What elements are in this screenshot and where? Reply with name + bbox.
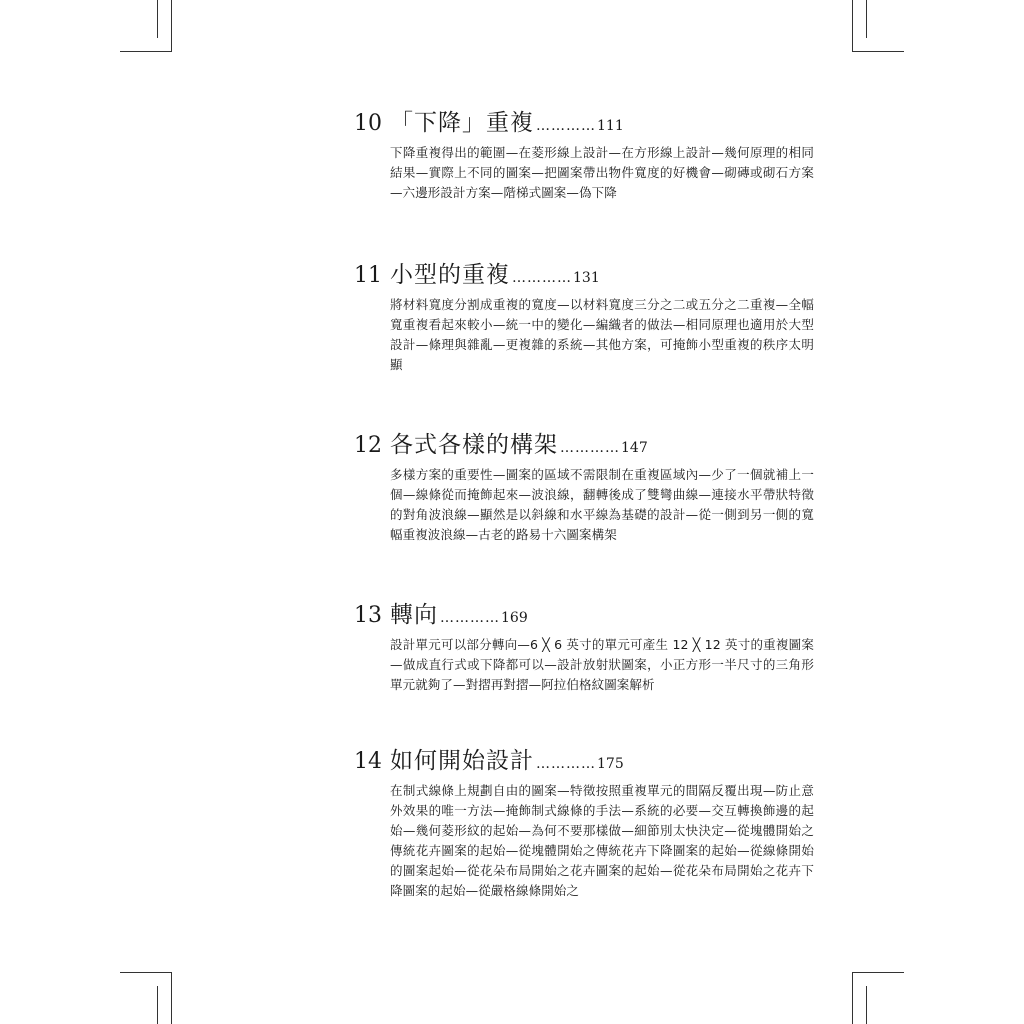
chapter-entry-12 [354,426,814,545]
leader-dots: ………… [536,118,596,134]
crop-mark-top-left-horizontal [120,51,172,52]
chapter-entry-13 [354,596,814,695]
chapter-heading [354,426,814,459]
crop-mark-top-right-vertical [852,0,853,52]
page-number: 131 [573,270,600,286]
chapter-number: 12 [354,433,382,458]
page-number: 175 [597,756,624,772]
chapter-title: 如何開始設計 [390,748,534,774]
chapter-entry-11 [354,256,814,375]
crop-mark-top-left-inner [157,0,158,38]
leader-dots: ………… [560,440,620,456]
chapter-summary: 下降重複得出的範圍—在菱形線上設計—在方形線上設計—幾何原理的相同結果—實際上不同的圖案—把圖案帶出物件寬度的好機會—砌磚或砌石方案—六邊形設計方案—階梯式圖案—偽下降 [390,145,814,200]
chapter-entry-10 [354,104,814,203]
leader-dots: ………… [536,756,596,772]
page-number: 147 [621,440,648,456]
leader-dots: ………… [512,270,572,286]
chapter-summary: 多樣方案的重要性—圖案的區域不需限制在重複區域內—少了一個就補上一個—線條從而掩飾起來—波浪線，翻轉後成了雙彎曲線—連接水平帶狀特徵的對角波浪線—顯然是以斜線和水平線為基礎的設計—從一側到另一側的寬幅重複波浪線—古老的路易十六圖案構架 [390,467,814,542]
page-number: 169 [501,610,528,626]
chapter-number: 13 [354,603,382,628]
crop-mark-bottom-left-horizontal [120,972,172,973]
chapter-title: 小型的重複 [390,262,510,288]
crop-mark-bottom-left-inner [157,986,158,1024]
chapter-number: 11 [354,263,382,288]
chapter-title: 「下降」重複 [390,110,534,136]
leader-dots: ………… [440,610,500,626]
chapter-number: 14 [354,749,382,774]
page-number: 111 [597,118,624,134]
chapter-number: 10 [354,111,382,136]
chapter-summary: 在制式線條上規劃自由的圖案—特徵按照重複單元的間隔反覆出現—防止意外效果的唯一方法—掩飾制式線條的手法—系統的必要—交互轉換飾邊的起始—幾何菱形紋的起始—為何不要那樣做—細節別太快決定—從塊體開始之傳統花卉圖案的起始—從塊體開始之傳統花卉下降圖案的起始—從線條開始的圖案起始—從花朵布局開始之花卉圖案的起始—從花朵布局開始之花卉下降圖案的起始—從嚴格線條開始之 [390,783,814,898]
chapter-summary: 設計單元可以部分轉向—6 ╳ 6 英寸的單元可產生 12 ╳ 12 英寸的重複圖案—做成直行式或下降都可以—設計放射狀圖案，小正方形一半尺寸的三角形單元就夠了—對摺再對摺—阿拉伯格紋圖案解析 [390,637,814,692]
crop-mark-bottom-right-inner [866,986,867,1024]
crop-mark-top-left-vertical [171,0,172,52]
chapter-summary: 將材料寬度分割成重複的寬度—以材料寬度三分之二或五分之二重複—全幅寬重複看起來較小—統一中的變化—編織者的做法—相同原理也適用於大型設計—條理與雜亂—更複雜的系統—其他方案，可掩飾小型重複的秩序太明顯 [390,297,814,372]
chapter-heading [354,104,814,137]
chapter-entry-14 [354,742,814,901]
chapter-title: 轉向 [390,602,438,628]
crop-mark-bottom-left-vertical [171,972,172,1024]
crop-mark-bottom-right-vertical [852,972,853,1024]
chapter-heading [354,742,814,775]
crop-mark-bottom-right-horizontal [852,972,904,973]
chapter-title: 各式各樣的構架 [390,432,558,458]
chapter-heading [354,256,814,289]
crop-mark-top-right-horizontal [852,51,904,52]
crop-mark-top-right-inner [866,0,867,38]
chapter-heading [354,596,814,629]
